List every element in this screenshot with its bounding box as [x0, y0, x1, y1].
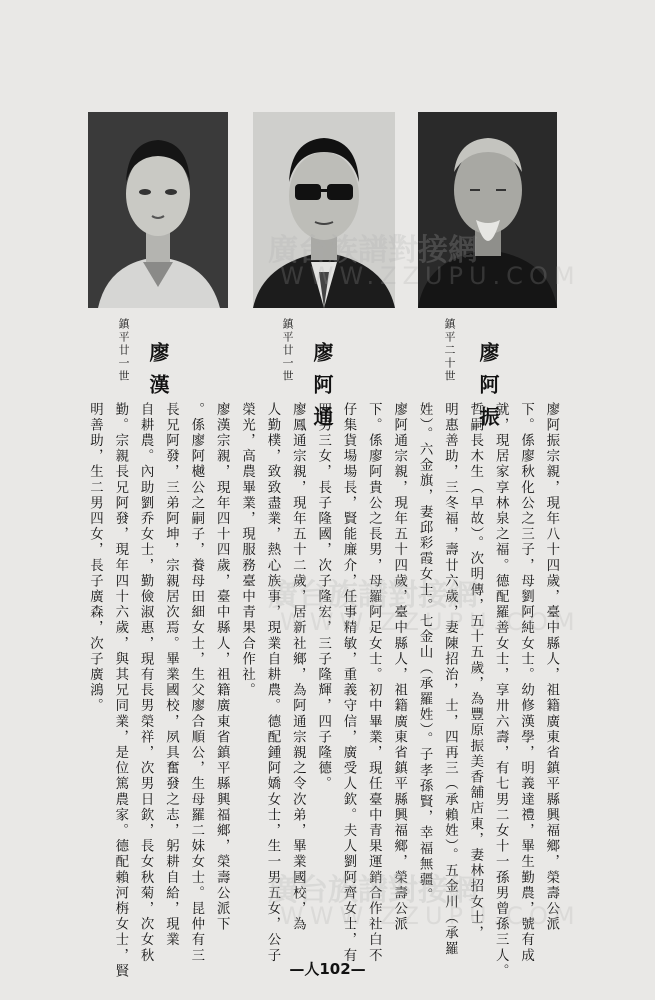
portrait-image [88, 112, 228, 308]
text-column: 下。係廖秋化公之三子，母劉阿純女士。幼修漢學，明義達禮，畢生勤農，號有成 [518, 402, 534, 964]
text-column: 廖阿通宗親，現年五十四歲，臺中縣人，祖籍廣東省鎮平縣興福鄉，榮壽公派 [391, 402, 407, 933]
text-column: 四男三女，長子隆國，次子隆宏，三子隆輝，四子隆德。 [315, 402, 331, 792]
text-column: 就，現居家享林泉之福。德配羅善女士，享卅六壽，有七男二女十一孫男曾孫三人。 [493, 402, 509, 980]
watermark-url: WWW.ZZUPU.COM [280, 262, 581, 290]
text-column: 廖阿振宗親，現年八十四歲，臺中縣人，祖籍廣東省鎮平縣興福鄉，榮壽公派 [543, 402, 559, 933]
text-column: 明惠善助，三冬福，壽廿六歲，妻陳招治，士，四再三（承賴姓）。五金川（承羅 [442, 402, 458, 957]
text-column: 姓）。六金旗，妻邱彩霞女士。七金山（承羅姓）。子孝孫賢，幸福無疆。 [417, 402, 433, 904]
text-column: 哲嗣長木生（早故）。次明傳，五十五歲，為豐原振美香舖店東，妻林招女士， [467, 402, 483, 942]
portrait-name: 廖阿振 [476, 342, 500, 438]
portrait-name: 廖漢 [146, 342, 170, 406]
portrait-name: 廖阿通 [310, 342, 334, 438]
watermark-url: WWW.ZZUPU.COM [280, 902, 581, 930]
watermark-text: 廣台族譜對接網 [268, 873, 478, 908]
text-column: 廖鳳通宗親，現年五十二歲，居新社鄉，為阿通宗親之令次弟，畢業國校，為 [290, 402, 306, 933]
text-column: 榮光，高農畢業，現服務臺中青果合作社。 [239, 402, 255, 699]
text-column: 廖漢宗親，現年四十四歲，臺中縣人，祖籍廣東省鎮平縣興福鄉，榮壽公派下 [214, 402, 230, 933]
watermark-url: WWW.ZZUPU.COM [280, 608, 581, 636]
page-number: —人102— [289, 960, 366, 978]
generation-label: 鎮平二十世 [443, 318, 456, 383]
generation-label: 鎮平廿一世 [281, 318, 294, 383]
text-column: 自耕農。內助劉乔女士，勤儉淑惠，現有長男榮祥，次男日欽，長女秋菊，次女秋 [138, 402, 154, 964]
text-column: 明善助，生二男四女，長子廣森，次子廣鴻。 [87, 402, 103, 714]
text-column: 下。係廖阿貴公之長男，母羅阿足女士。初中畢業，現任臺中青果運銷合作社白不 [366, 402, 382, 964]
watermark-text: 廣台族譜對接網 [268, 233, 478, 268]
portrait-photo-liao-han [88, 112, 228, 308]
watermark-text: 廣台族譜對接網 [268, 578, 478, 613]
generation-label: 鎮平廿一世 [117, 318, 130, 383]
text-column: 仔集貨場場長，賢能廉介，任事精敏，重義守信，廣受人欽。夫人劉阿齊女士，有 [341, 402, 356, 964]
text-column: 人勤樸，致致盡業，熱心族事，現業自耕農。德配鍾阿嬌女士，生一男五女，公子 [264, 402, 280, 964]
text-column: 勤。宗親長兄阿發，現年四十六歲，與其兄同業，是位篤農家。德配賴河栴女士，賢 [112, 402, 128, 980]
text-column: 。係廖阿樾公之嗣子，養母田細女士，生父廖合順公，生母羅二妹女士。昆仲有三 [188, 402, 204, 964]
text-column: 長兄阿發，三弟阿坤，宗親居次焉。畢業國校，夙具奮發之志，躬耕自給，現業 [163, 402, 179, 948]
